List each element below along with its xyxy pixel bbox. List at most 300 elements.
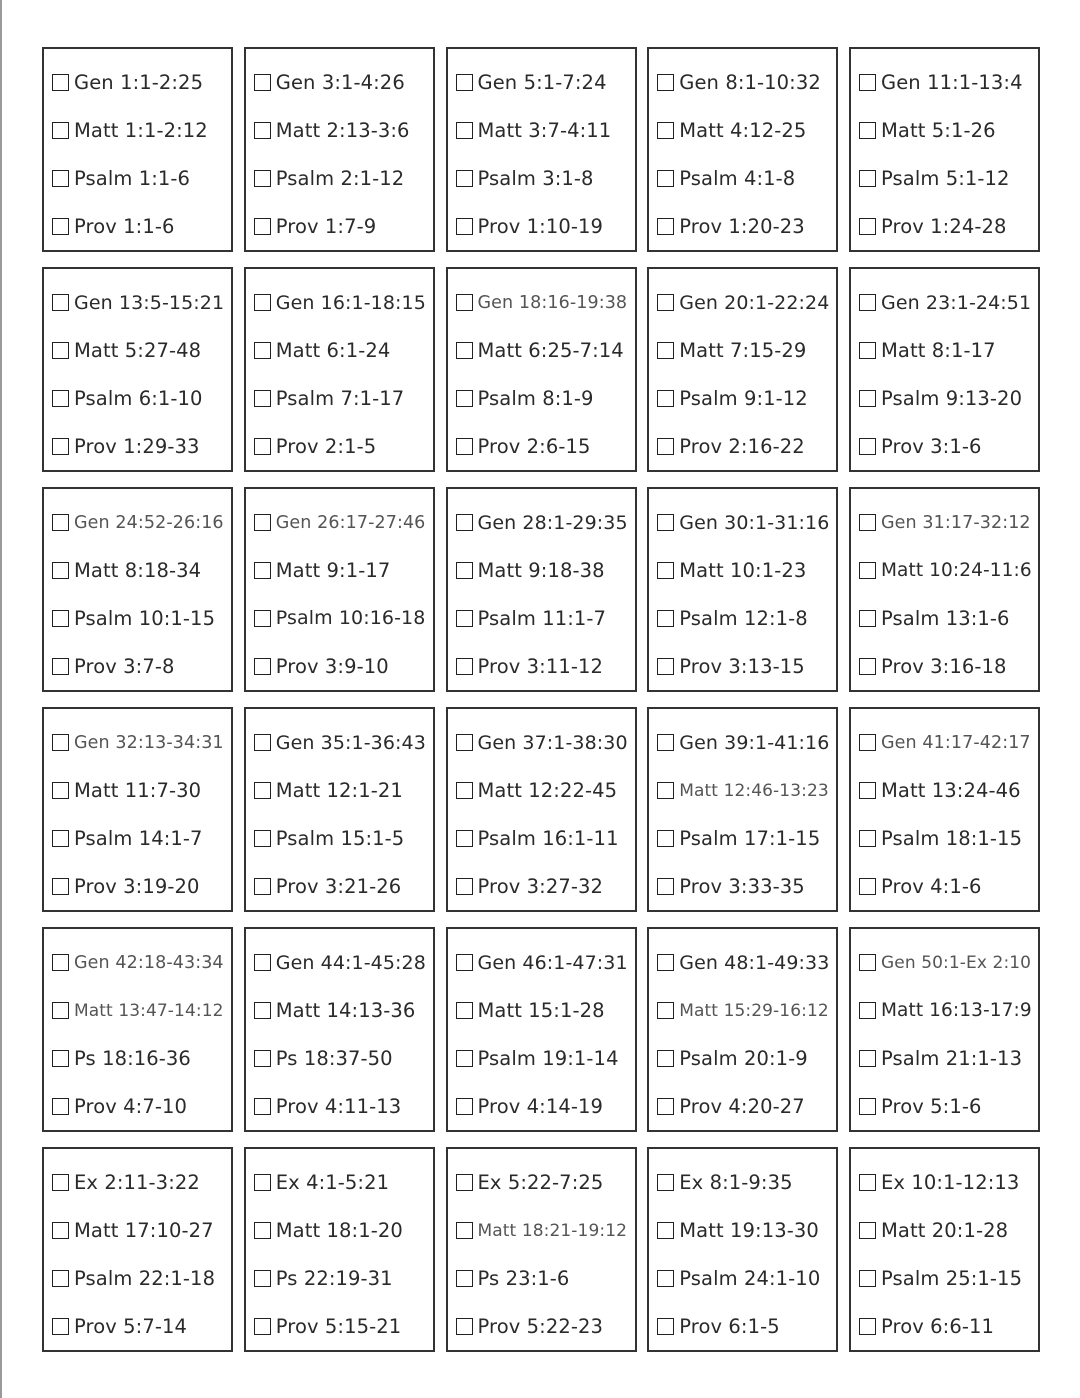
checkbox[interactable] [456, 1318, 473, 1335]
checkbox[interactable] [859, 1050, 876, 1067]
checkbox[interactable] [52, 610, 69, 627]
reading-item[interactable] [456, 1255, 631, 1303]
checkbox[interactable] [657, 294, 674, 311]
checkbox[interactable] [456, 562, 473, 579]
reading-card [647, 707, 838, 912]
reading-item[interactable] [254, 815, 429, 863]
reading-label: Psalm 9:1-12 [679, 386, 808, 410]
checkbox[interactable] [657, 342, 674, 359]
reading-item[interactable] [859, 375, 1034, 423]
reading-item[interactable] [657, 939, 832, 987]
reading-item[interactable] [859, 1035, 1034, 1083]
checkbox[interactable] [52, 782, 69, 799]
checkbox[interactable] [456, 658, 473, 675]
reading-item[interactable] [859, 595, 1034, 643]
checkbox[interactable] [52, 878, 69, 895]
reading-label: Ex 4:1-5:21 [275, 1171, 390, 1195]
reading-label: Psalm 10:16-18 [275, 607, 426, 630]
checkbox[interactable] [254, 610, 271, 627]
reading-item[interactable] [456, 155, 631, 203]
reading-item[interactable] [52, 862, 227, 910]
checkbox[interactable] [52, 1002, 69, 1019]
checkbox[interactable] [859, 830, 876, 847]
checkbox[interactable] [254, 1174, 271, 1191]
reading-label: Gen 26:17-27:46 [275, 512, 426, 533]
reading-item[interactable] [657, 595, 832, 643]
checkbox[interactable] [859, 782, 876, 799]
reading-item[interactable] [52, 547, 227, 595]
checkbox[interactable] [657, 954, 674, 971]
reading-label: Gen 31:17-32:12 [881, 512, 1031, 533]
reading-item[interactable] [254, 327, 429, 375]
checkbox[interactable] [657, 514, 674, 531]
checkbox[interactable] [859, 170, 876, 187]
checkbox[interactable] [456, 782, 473, 799]
checkbox[interactable] [52, 1050, 69, 1067]
checkbox[interactable] [657, 1098, 674, 1115]
reading-label: Prov 5:7-14 [74, 1314, 188, 1338]
reading-item[interactable] [254, 939, 429, 987]
checkbox[interactable] [52, 1270, 69, 1287]
checkbox[interactable] [859, 562, 876, 579]
reading-item[interactable] [657, 422, 832, 470]
checkbox[interactable] [254, 122, 271, 139]
reading-item[interactable] [859, 642, 1034, 690]
reading-item[interactable] [52, 1302, 227, 1350]
checkbox[interactable] [657, 1270, 674, 1287]
reading-item[interactable] [456, 59, 631, 107]
checkbox[interactable] [52, 438, 69, 455]
reading-label: Psalm 11:1-7 [477, 606, 607, 630]
reading-label: Matt 15:29-16:12 [679, 1000, 829, 1021]
reading-label: Prov 6:1-5 [679, 1314, 780, 1338]
reading-label: Gen 1:1-2:25 [74, 71, 204, 95]
reading-item[interactable] [254, 987, 429, 1035]
reading-item[interactable] [456, 719, 631, 767]
reading-label: Prov 5:15-21 [275, 1314, 402, 1338]
checkbox[interactable] [657, 1002, 674, 1019]
reading-item[interactable] [657, 719, 832, 767]
checkbox[interactable] [254, 734, 271, 751]
reading-item[interactable] [254, 422, 429, 470]
checkbox[interactable] [456, 954, 473, 971]
reading-item[interactable] [859, 1255, 1034, 1303]
reading-item[interactable] [456, 987, 631, 1035]
reading-label: Psalm 3:1-8 [477, 166, 594, 190]
checkbox[interactable] [52, 1222, 69, 1239]
checkbox[interactable] [456, 342, 473, 359]
checkbox[interactable] [859, 658, 876, 675]
checkbox[interactable] [254, 170, 271, 187]
reading-item[interactable] [859, 155, 1034, 203]
reading-item[interactable] [657, 642, 832, 690]
reading-item[interactable] [657, 107, 832, 155]
reading-item[interactable] [52, 422, 227, 470]
reading-label: Prov 5:1-6 [881, 1094, 982, 1118]
checkbox[interactable] [859, 294, 876, 311]
reading-item[interactable] [254, 155, 429, 203]
checkbox[interactable] [859, 878, 876, 895]
checkbox[interactable] [52, 658, 69, 675]
reading-item[interactable] [657, 547, 832, 595]
reading-item[interactable] [456, 1302, 631, 1350]
reading-label: Gen 13:5-15:21 [74, 291, 225, 314]
reading-card [849, 707, 1040, 912]
checkbox[interactable] [859, 74, 876, 91]
reading-item[interactable] [456, 939, 631, 987]
checkbox[interactable] [456, 1222, 473, 1239]
checkbox[interactable] [859, 734, 876, 751]
checkbox[interactable] [859, 342, 876, 359]
checkbox[interactable] [456, 734, 473, 751]
checkbox[interactable] [456, 514, 473, 531]
reading-item[interactable] [859, 202, 1034, 250]
checkbox[interactable] [254, 390, 271, 407]
reading-item[interactable] [657, 375, 832, 423]
checkbox[interactable] [657, 562, 674, 579]
reading-label: Prov 2:6-15 [477, 434, 591, 458]
reading-item[interactable] [52, 375, 227, 423]
reading-label: Gen 50:1-Ex 2:10 [881, 952, 1032, 973]
reading-label: Psalm 15:1-5 [275, 826, 405, 850]
reading-item[interactable] [52, 939, 227, 987]
checkbox[interactable] [859, 954, 876, 971]
reading-item[interactable] [657, 155, 832, 203]
checkbox[interactable] [52, 218, 69, 235]
reading-card [42, 1147, 233, 1352]
reading-item[interactable] [52, 327, 227, 375]
checkbox[interactable] [254, 438, 271, 455]
reading-item[interactable] [859, 987, 1034, 1035]
reading-item[interactable] [52, 719, 227, 767]
reading-item[interactable] [254, 1159, 429, 1207]
reading-label: Psalm 1:1-6 [74, 166, 191, 190]
reading-item[interactable] [859, 59, 1034, 107]
checkbox[interactable] [456, 294, 473, 311]
reading-item[interactable] [859, 107, 1034, 155]
reading-item[interactable] [254, 642, 429, 690]
checkbox[interactable] [456, 1050, 473, 1067]
reading-label: Matt 4:12-25 [679, 119, 807, 143]
checkbox[interactable] [859, 1318, 876, 1335]
reading-label: Prov 2:16-22 [679, 434, 805, 458]
reading-item[interactable] [456, 422, 631, 470]
checkbox[interactable] [52, 122, 69, 139]
checkbox[interactable] [254, 1270, 271, 1287]
reading-item[interactable] [52, 987, 227, 1035]
checkbox[interactable] [859, 610, 876, 627]
reading-item[interactable] [52, 1082, 227, 1130]
reading-item[interactable] [254, 59, 429, 107]
checkbox[interactable] [52, 1098, 69, 1115]
reading-item[interactable] [456, 1082, 631, 1130]
checkbox[interactable] [657, 1174, 674, 1191]
checkbox[interactable] [657, 74, 674, 91]
checkbox[interactable] [254, 1050, 271, 1067]
reading-item[interactable] [657, 862, 832, 910]
reading-label: Psalm 12:1-8 [679, 606, 808, 630]
reading-item[interactable] [657, 987, 832, 1035]
reading-item[interactable] [657, 1207, 832, 1255]
checkbox[interactable] [52, 390, 69, 407]
checkbox[interactable] [859, 438, 876, 455]
checkbox[interactable] [859, 1174, 876, 1191]
reading-item[interactable] [657, 1159, 832, 1207]
reading-item[interactable] [859, 939, 1034, 987]
reading-item[interactable] [254, 107, 429, 155]
reading-item[interactable] [254, 1035, 429, 1083]
reading-item[interactable] [456, 202, 631, 250]
reading-item[interactable] [859, 422, 1034, 470]
checkbox[interactable] [456, 1270, 473, 1287]
checkbox[interactable] [657, 878, 674, 895]
reading-item[interactable] [456, 547, 631, 595]
reading-item[interactable] [52, 767, 227, 815]
reading-card [42, 487, 233, 692]
checkbox[interactable] [657, 170, 674, 187]
checkbox[interactable] [657, 438, 674, 455]
reading-label: Prov 3:16-18 [881, 654, 1007, 678]
reading-label: Prov 1:29-33 [74, 434, 200, 458]
reading-label: Gen 3:1-4:26 [275, 71, 405, 95]
checkbox[interactable] [657, 830, 674, 847]
checkbox[interactable] [456, 74, 473, 91]
checkbox[interactable] [456, 122, 473, 139]
reading-item[interactable] [859, 279, 1034, 327]
reading-item[interactable] [254, 1302, 429, 1350]
checkbox[interactable] [254, 514, 271, 531]
reading-item[interactable] [254, 862, 429, 910]
checkbox[interactable] [859, 1002, 876, 1019]
reading-item[interactable] [657, 1255, 832, 1303]
reading-item[interactable] [456, 815, 631, 863]
checkbox[interactable] [52, 342, 69, 359]
reading-item[interactable] [254, 595, 429, 643]
checkbox[interactable] [52, 170, 69, 187]
reading-item[interactable] [254, 202, 429, 250]
checkbox[interactable] [859, 122, 876, 139]
reading-label: Prov 5:22-23 [477, 1314, 604, 1338]
reading-item[interactable] [52, 1159, 227, 1207]
reading-item[interactable] [657, 815, 832, 863]
reading-label: Matt 11:7-30 [74, 779, 202, 803]
checkbox[interactable] [52, 1174, 69, 1191]
reading-card [42, 267, 233, 472]
reading-label: Prov 2:1-5 [275, 434, 377, 458]
checkbox[interactable] [254, 1002, 271, 1019]
reading-item[interactable] [456, 327, 631, 375]
reading-item[interactable] [254, 279, 429, 327]
checkbox[interactable] [254, 782, 271, 799]
reading-label: Ps 22:19-31 [275, 1266, 393, 1290]
reading-item[interactable] [52, 107, 227, 155]
reading-item[interactable] [859, 1159, 1034, 1207]
reading-label: Matt 6:25-7:14 [477, 339, 624, 363]
checkbox[interactable] [859, 390, 876, 407]
reading-label: Prov 3:21-26 [275, 874, 402, 898]
reading-item[interactable] [657, 202, 832, 250]
reading-label: Matt 9:18-38 [477, 559, 605, 583]
checkbox[interactable] [456, 1098, 473, 1115]
reading-label: Ex 10:1-12:13 [881, 1171, 1020, 1195]
checkbox[interactable] [254, 1318, 271, 1335]
reading-item[interactable] [657, 1082, 832, 1130]
reading-item[interactable] [456, 642, 631, 690]
checkbox[interactable] [254, 1098, 271, 1115]
reading-label: Gen 42:18-43:34 [74, 952, 224, 973]
checkbox[interactable] [657, 390, 674, 407]
checkbox[interactable] [254, 294, 271, 311]
reading-item[interactable] [52, 815, 227, 863]
checkbox[interactable] [657, 122, 674, 139]
reading-item[interactable] [859, 815, 1034, 863]
reading-label: Matt 3:7-4:11 [477, 119, 612, 143]
reading-label: Gen 11:1-13:4 [881, 71, 1023, 95]
checkbox[interactable] [456, 1002, 473, 1019]
reading-item[interactable] [254, 499, 429, 547]
reading-label: Psalm 13:1-6 [881, 606, 1010, 630]
checkbox[interactable] [254, 342, 271, 359]
reading-label: Gen 32:13-34:31 [74, 732, 224, 753]
reading-item[interactable] [456, 862, 631, 910]
reading-item[interactable] [859, 862, 1034, 910]
reading-item[interactable] [657, 767, 832, 815]
reading-item[interactable] [859, 1302, 1034, 1350]
checkbox[interactable] [657, 1050, 674, 1067]
reading-label: Matt 19:13-30 [679, 1219, 819, 1243]
reading-item[interactable] [52, 279, 227, 327]
checkbox[interactable] [657, 658, 674, 675]
checkbox[interactable] [657, 1318, 674, 1335]
checkbox[interactable] [859, 1222, 876, 1239]
checkbox[interactable] [657, 734, 674, 751]
reading-item[interactable] [657, 499, 832, 547]
checkbox[interactable] [254, 562, 271, 579]
reading-item[interactable] [52, 642, 227, 690]
reading-item[interactable] [52, 59, 227, 107]
checkbox[interactable] [52, 74, 69, 91]
reading-label: Matt 5:27-48 [74, 339, 202, 363]
reading-item[interactable] [52, 202, 227, 250]
reading-card [446, 487, 637, 692]
reading-item[interactable] [657, 279, 832, 327]
checkbox[interactable] [456, 610, 473, 627]
checkbox[interactable] [456, 390, 473, 407]
reading-label: Gen 28:1-29:35 [477, 511, 628, 534]
checkbox[interactable] [456, 878, 473, 895]
reading-label: Ps 18:37-50 [275, 1046, 393, 1070]
reading-item[interactable] [456, 107, 631, 155]
reading-item[interactable] [456, 595, 631, 643]
checkbox[interactable] [859, 218, 876, 235]
reading-item[interactable] [456, 1207, 631, 1255]
reading-item[interactable] [456, 1035, 631, 1083]
reading-item[interactable] [456, 499, 631, 547]
checkbox[interactable] [456, 170, 473, 187]
reading-item[interactable] [859, 767, 1034, 815]
reading-item[interactable] [254, 375, 429, 423]
checkbox[interactable] [859, 1270, 876, 1287]
reading-item[interactable] [859, 499, 1034, 547]
reading-item[interactable] [456, 1159, 631, 1207]
reading-item[interactable] [254, 767, 429, 815]
checkbox[interactable] [254, 1222, 271, 1239]
reading-item[interactable] [254, 1255, 429, 1303]
checkbox[interactable] [254, 658, 271, 675]
reading-item[interactable] [52, 155, 227, 203]
reading-item[interactable] [859, 719, 1034, 767]
reading-item[interactable] [52, 595, 227, 643]
reading-label: Psalm 20:1-9 [679, 1046, 808, 1070]
reading-item[interactable] [456, 375, 631, 423]
reading-label: Matt 12:22-45 [477, 779, 618, 803]
checkbox[interactable] [456, 438, 473, 455]
reading-item[interactable] [657, 327, 832, 375]
reading-label: Psalm 4:1-8 [679, 166, 796, 190]
reading-card [849, 927, 1040, 1132]
checkbox[interactable] [52, 562, 69, 579]
reading-label: Psalm 8:1-9 [477, 386, 594, 410]
reading-label: Ps 18:16-36 [74, 1046, 191, 1070]
checkbox[interactable] [52, 954, 69, 971]
checkbox[interactable] [456, 218, 473, 235]
checkbox[interactable] [657, 782, 674, 799]
reading-item[interactable] [254, 1082, 429, 1130]
page-edge-line [0, 0, 2, 1398]
checkbox[interactable] [657, 610, 674, 627]
reading-item[interactable] [254, 719, 429, 767]
checkbox[interactable] [657, 218, 674, 235]
reading-label: Matt 18:21-19:12 [477, 1220, 628, 1241]
reading-item[interactable] [859, 547, 1034, 595]
reading-item[interactable] [254, 1207, 429, 1255]
reading-label: Gen 35:1-36:43 [275, 731, 426, 754]
reading-label: Gen 48:1-49:33 [679, 951, 830, 974]
reading-item[interactable] [456, 767, 631, 815]
reading-item[interactable] [456, 279, 631, 327]
checkbox[interactable] [52, 1318, 69, 1335]
reading-item[interactable] [859, 327, 1034, 375]
checkbox[interactable] [254, 830, 271, 847]
checkbox[interactable] [52, 830, 69, 847]
reading-item[interactable] [52, 1255, 227, 1303]
checkbox[interactable] [254, 954, 271, 971]
checkbox[interactable] [254, 878, 271, 895]
checkbox[interactable] [456, 830, 473, 847]
reading-item[interactable] [657, 1302, 832, 1350]
checkbox[interactable] [254, 74, 271, 91]
checkbox[interactable] [456, 1174, 473, 1191]
reading-item[interactable] [657, 59, 832, 107]
checkbox[interactable] [52, 734, 69, 751]
reading-label: Prov 4:11-13 [275, 1094, 402, 1118]
checkbox[interactable] [859, 514, 876, 531]
reading-item[interactable] [254, 547, 429, 595]
reading-item[interactable] [859, 1207, 1034, 1255]
reading-item[interactable] [859, 1082, 1034, 1130]
checkbox[interactable] [859, 1098, 876, 1115]
reading-item[interactable] [52, 499, 227, 547]
reading-item[interactable] [52, 1035, 227, 1083]
checkbox[interactable] [254, 218, 271, 235]
reading-label: Psalm 5:1-12 [881, 166, 1010, 190]
reading-item[interactable] [657, 1035, 832, 1083]
checkbox[interactable] [52, 294, 69, 311]
checkbox[interactable] [657, 1222, 674, 1239]
reading-item[interactable] [52, 1207, 227, 1255]
checkbox[interactable] [52, 514, 69, 531]
reading-label: Prov 4:14-19 [477, 1094, 604, 1118]
